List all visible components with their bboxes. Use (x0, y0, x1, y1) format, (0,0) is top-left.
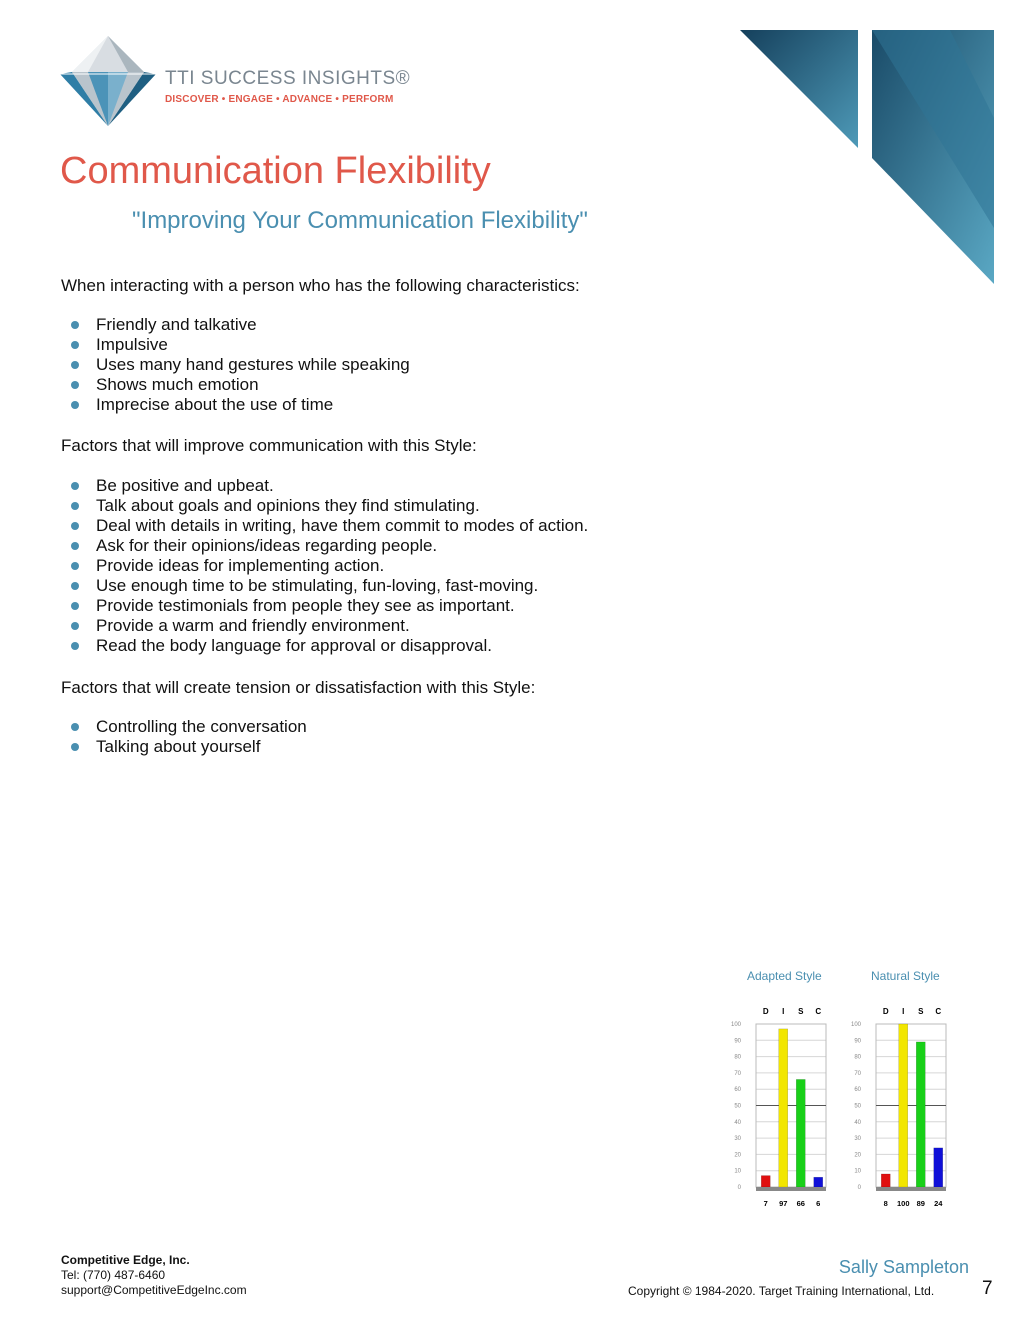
value-label: 24 (934, 1199, 943, 1208)
chart-base (876, 1187, 946, 1191)
y-tick-label: 50 (734, 1103, 741, 1110)
y-tick-label: 0 (737, 1185, 741, 1191)
bar-d (761, 1176, 770, 1187)
value-label: 6 (816, 1199, 821, 1208)
natural-style-label: Natural Style (871, 969, 940, 983)
y-tick-label: 100 (850, 1022, 861, 1028)
y-tick-label: 50 (854, 1103, 861, 1110)
y-tick-label: 90 (854, 1038, 861, 1045)
y-tick-label: 70 (734, 1070, 741, 1077)
bar-s (916, 1042, 925, 1187)
footer-copyright: Copyright © 1984-2020. Target Training International, Ltd. (628, 1284, 935, 1298)
list-item: Imprecise about the use of time (70, 395, 410, 415)
list-item: Ask for their opinions/ideas regarding people. (70, 536, 588, 556)
y-tick-label: 20 (734, 1152, 741, 1159)
list-item: Be positive and upbeat. (70, 476, 588, 496)
value-label: 66 (796, 1199, 805, 1208)
list-item: Use enough time to be stimulating, fun-loving, fast-moving. (70, 576, 588, 596)
list-item: Read the body language for approval or disapproval. (70, 636, 588, 656)
value-label: 8 (883, 1199, 888, 1208)
characteristics-list (70, 315, 410, 415)
y-tick-label: 100 (730, 1022, 741, 1028)
adapted-style-chart (720, 1000, 835, 1215)
list-item: Impulsive (70, 335, 410, 355)
footer-tel: Tel: (770) 487-6460 (61, 1268, 166, 1282)
improve-list (70, 476, 588, 656)
list-item: Talk about goals and opinions they find stimulating. (70, 496, 588, 516)
bar-c (814, 1177, 823, 1187)
list-item: Deal with details in writing, have them commit to modes of action. (70, 516, 588, 536)
y-tick-label: 30 (734, 1136, 741, 1143)
footer-company: Competitive Edge, Inc. (61, 1253, 190, 1267)
y-tick-label: 90 (734, 1038, 741, 1045)
category-label: C (935, 1007, 942, 1016)
section-intro: Factors that will create tension or dissatisfaction with this Style: (61, 678, 536, 697)
page-number: 7 (982, 1278, 993, 1299)
bar-s (796, 1079, 805, 1187)
category-label: S (918, 1007, 924, 1016)
y-tick-label: 10 (854, 1168, 861, 1175)
list-item: Controlling the conversation (70, 717, 307, 737)
list-item: Uses many hand gestures while speaking (70, 355, 410, 375)
section-intro: When interacting with a person who has the following characteristics: (61, 276, 580, 295)
category-label: I (782, 1007, 785, 1016)
y-tick-label: 40 (734, 1119, 741, 1126)
tension-list (70, 717, 307, 757)
category-label: D (882, 1007, 889, 1016)
category-label: I (902, 1007, 905, 1016)
y-tick-label: 80 (734, 1054, 741, 1061)
section-intro: Factors that will improve communication with this Style: (61, 436, 477, 455)
bar-i (899, 1024, 908, 1187)
category-label: S (798, 1007, 804, 1016)
value-label: 7 (763, 1199, 768, 1208)
corner-decoration (730, 28, 1000, 288)
category-label: C (815, 1007, 822, 1016)
chart-base (756, 1187, 826, 1191)
footer-person-name: Sally Sampleton (838, 1257, 969, 1277)
list-item: Friendly and talkative (70, 315, 410, 335)
value-label: 100 (896, 1199, 910, 1208)
natural-style-chart (840, 1000, 955, 1215)
adapted-style-label: Adapted Style (747, 969, 822, 983)
bar-d (881, 1174, 890, 1187)
logo-tagline: DISCOVER • ENGAGE • ADVANCE • PERFORM (165, 94, 394, 105)
value-label: 89 (916, 1199, 925, 1208)
y-tick-label: 60 (734, 1087, 741, 1094)
y-tick-label: 40 (854, 1119, 861, 1126)
y-tick-label: 70 (854, 1070, 861, 1077)
list-item: Shows much emotion (70, 375, 410, 395)
y-tick-label: 80 (854, 1054, 861, 1061)
bar-i (779, 1029, 788, 1187)
footer-email: support@CompetitiveEdgeInc.com (61, 1283, 247, 1297)
list-item: Provide a warm and friendly environment. (70, 616, 588, 636)
list-item: Provide ideas for implementing action. (70, 556, 588, 576)
page-subtitle: "Improving Your Communication Flexibility" (132, 207, 588, 234)
y-tick-label: 30 (854, 1136, 861, 1143)
list-item: Talking about yourself (70, 737, 307, 757)
value-label: 97 (779, 1199, 788, 1208)
list-item: Provide testimonials from people they see as important. (70, 596, 588, 616)
y-tick-label: 10 (734, 1168, 741, 1175)
y-tick-label: 20 (854, 1152, 861, 1159)
y-tick-label: 0 (857, 1185, 861, 1191)
diamond-logo-icon (58, 34, 158, 128)
category-label: D (762, 1007, 769, 1016)
page-title: Communication Flexibility (60, 150, 491, 192)
y-tick-label: 60 (854, 1087, 861, 1094)
bar-c (934, 1148, 943, 1187)
logo-wordmark: TTI SUCCESS INSIGHTS® (165, 68, 411, 89)
